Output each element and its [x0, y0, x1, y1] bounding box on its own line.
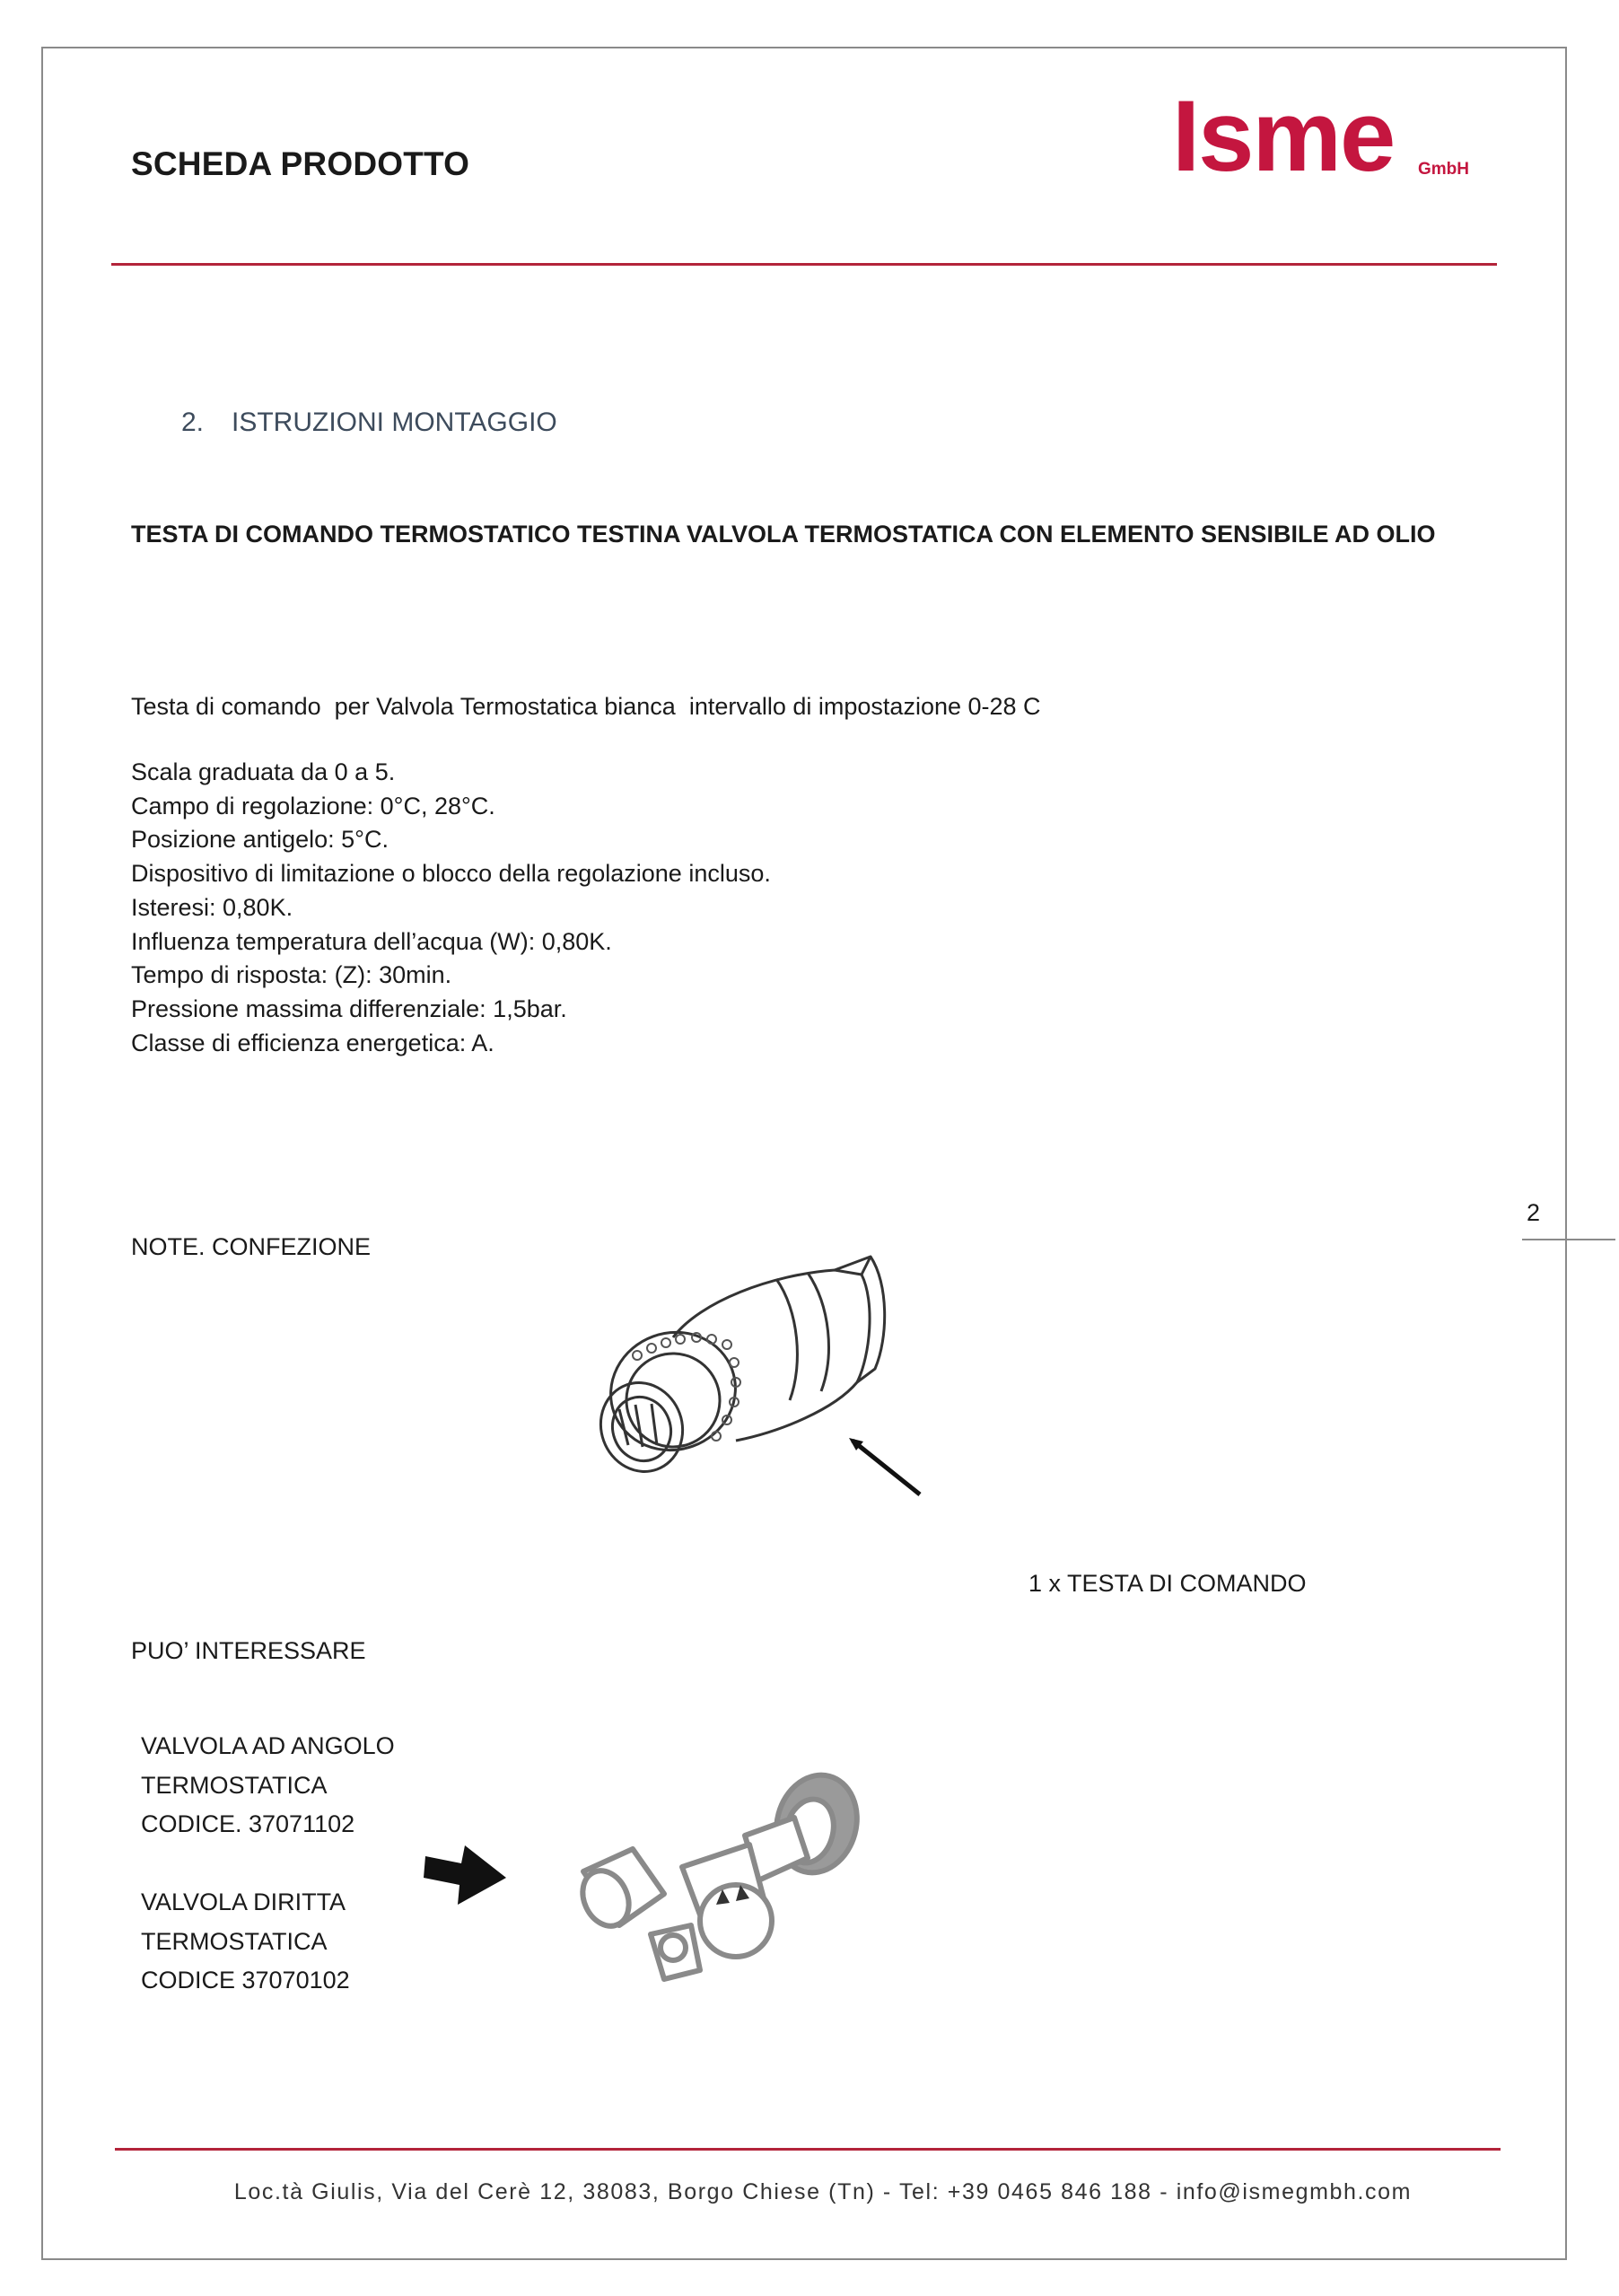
related-item-code: CODICE. 37071102	[141, 1810, 355, 1837]
document-title: SCHEDA PRODOTTO	[131, 145, 470, 182]
spec-item: Campo di regolazione: 0°C, 28°C.	[131, 792, 495, 819]
spec-item: Classe di efficienza energetica: A.	[131, 1029, 494, 1056]
product-heading: TESTA DI COMANDO TERMOSTATICO TESTINA VALVOLA TERMOSTATICA CON ELEMENTO SENSIBILE AD OLIO	[131, 521, 1436, 548]
related-item-angle-valve	[141, 1727, 395, 1845]
related-item-type: TERMOSTATICA	[141, 1771, 328, 1799]
spec-item: Scala graduata da 0 a 5.	[131, 758, 396, 785]
spec-item: Tempo di risposta: (Z): 30min.	[131, 961, 452, 989]
related-item-name: VALVOLA DIRITTA	[141, 1889, 346, 1915]
footer-divider	[115, 2148, 1501, 2151]
thermostatic-head-illustration	[565, 1221, 942, 1508]
spec-list	[131, 756, 771, 1060]
page-number-rule	[1522, 1239, 1615, 1240]
related-item-code: CODICE 37070102	[141, 1967, 350, 1994]
related-item-type: TERMOSTATICA	[141, 1927, 328, 1955]
arrow-right-icon	[422, 1838, 512, 1910]
section-number: 2.	[181, 407, 205, 437]
company-logo-suffix: GmbH	[1418, 160, 1469, 179]
related-item-name: VALVOLA AD ANGOLO	[141, 1732, 395, 1759]
spec-item: Pressione massima differenziale: 1,5bar.	[131, 995, 567, 1022]
related-label: PUO’ INTERESSARE	[131, 1637, 366, 1664]
section-title: ISTRUZIONI MONTAGGIO	[232, 407, 557, 437]
spec-item: Dispositivo di limitazione o blocco della regolazione incluso.	[131, 860, 771, 888]
spec-item: Isteresi: 0,80K.	[131, 893, 293, 921]
page-number: 2	[1527, 1199, 1541, 1226]
spec-item: Influenza temperatura dell’acqua (W): 0,80K.	[131, 927, 612, 955]
section-heading	[181, 407, 557, 438]
footer-contact: Loc.tà Giulis, Via del Cerè 12, 38083, Borgo Chiese (Tn) - Tel: +39 0465 846 188 - info@ismegmbh.com	[233, 2179, 1413, 2204]
spec-item: Posizione antigelo: 5°C.	[131, 826, 389, 854]
packaging-label: NOTE. CONFEZIONE	[131, 1233, 372, 1260]
company-logo: Isme	[1172, 80, 1395, 192]
valve-illustration	[565, 1768, 880, 1993]
product-intro: Testa di comando per Valvola Termostatica bianca intervallo di impostazione 0-28 C	[131, 693, 1041, 720]
header-divider	[111, 263, 1497, 266]
packaging-caption: 1 x TESTA DI COMANDO	[1028, 1570, 1307, 1597]
related-item-straight-valve	[141, 1883, 350, 2001]
